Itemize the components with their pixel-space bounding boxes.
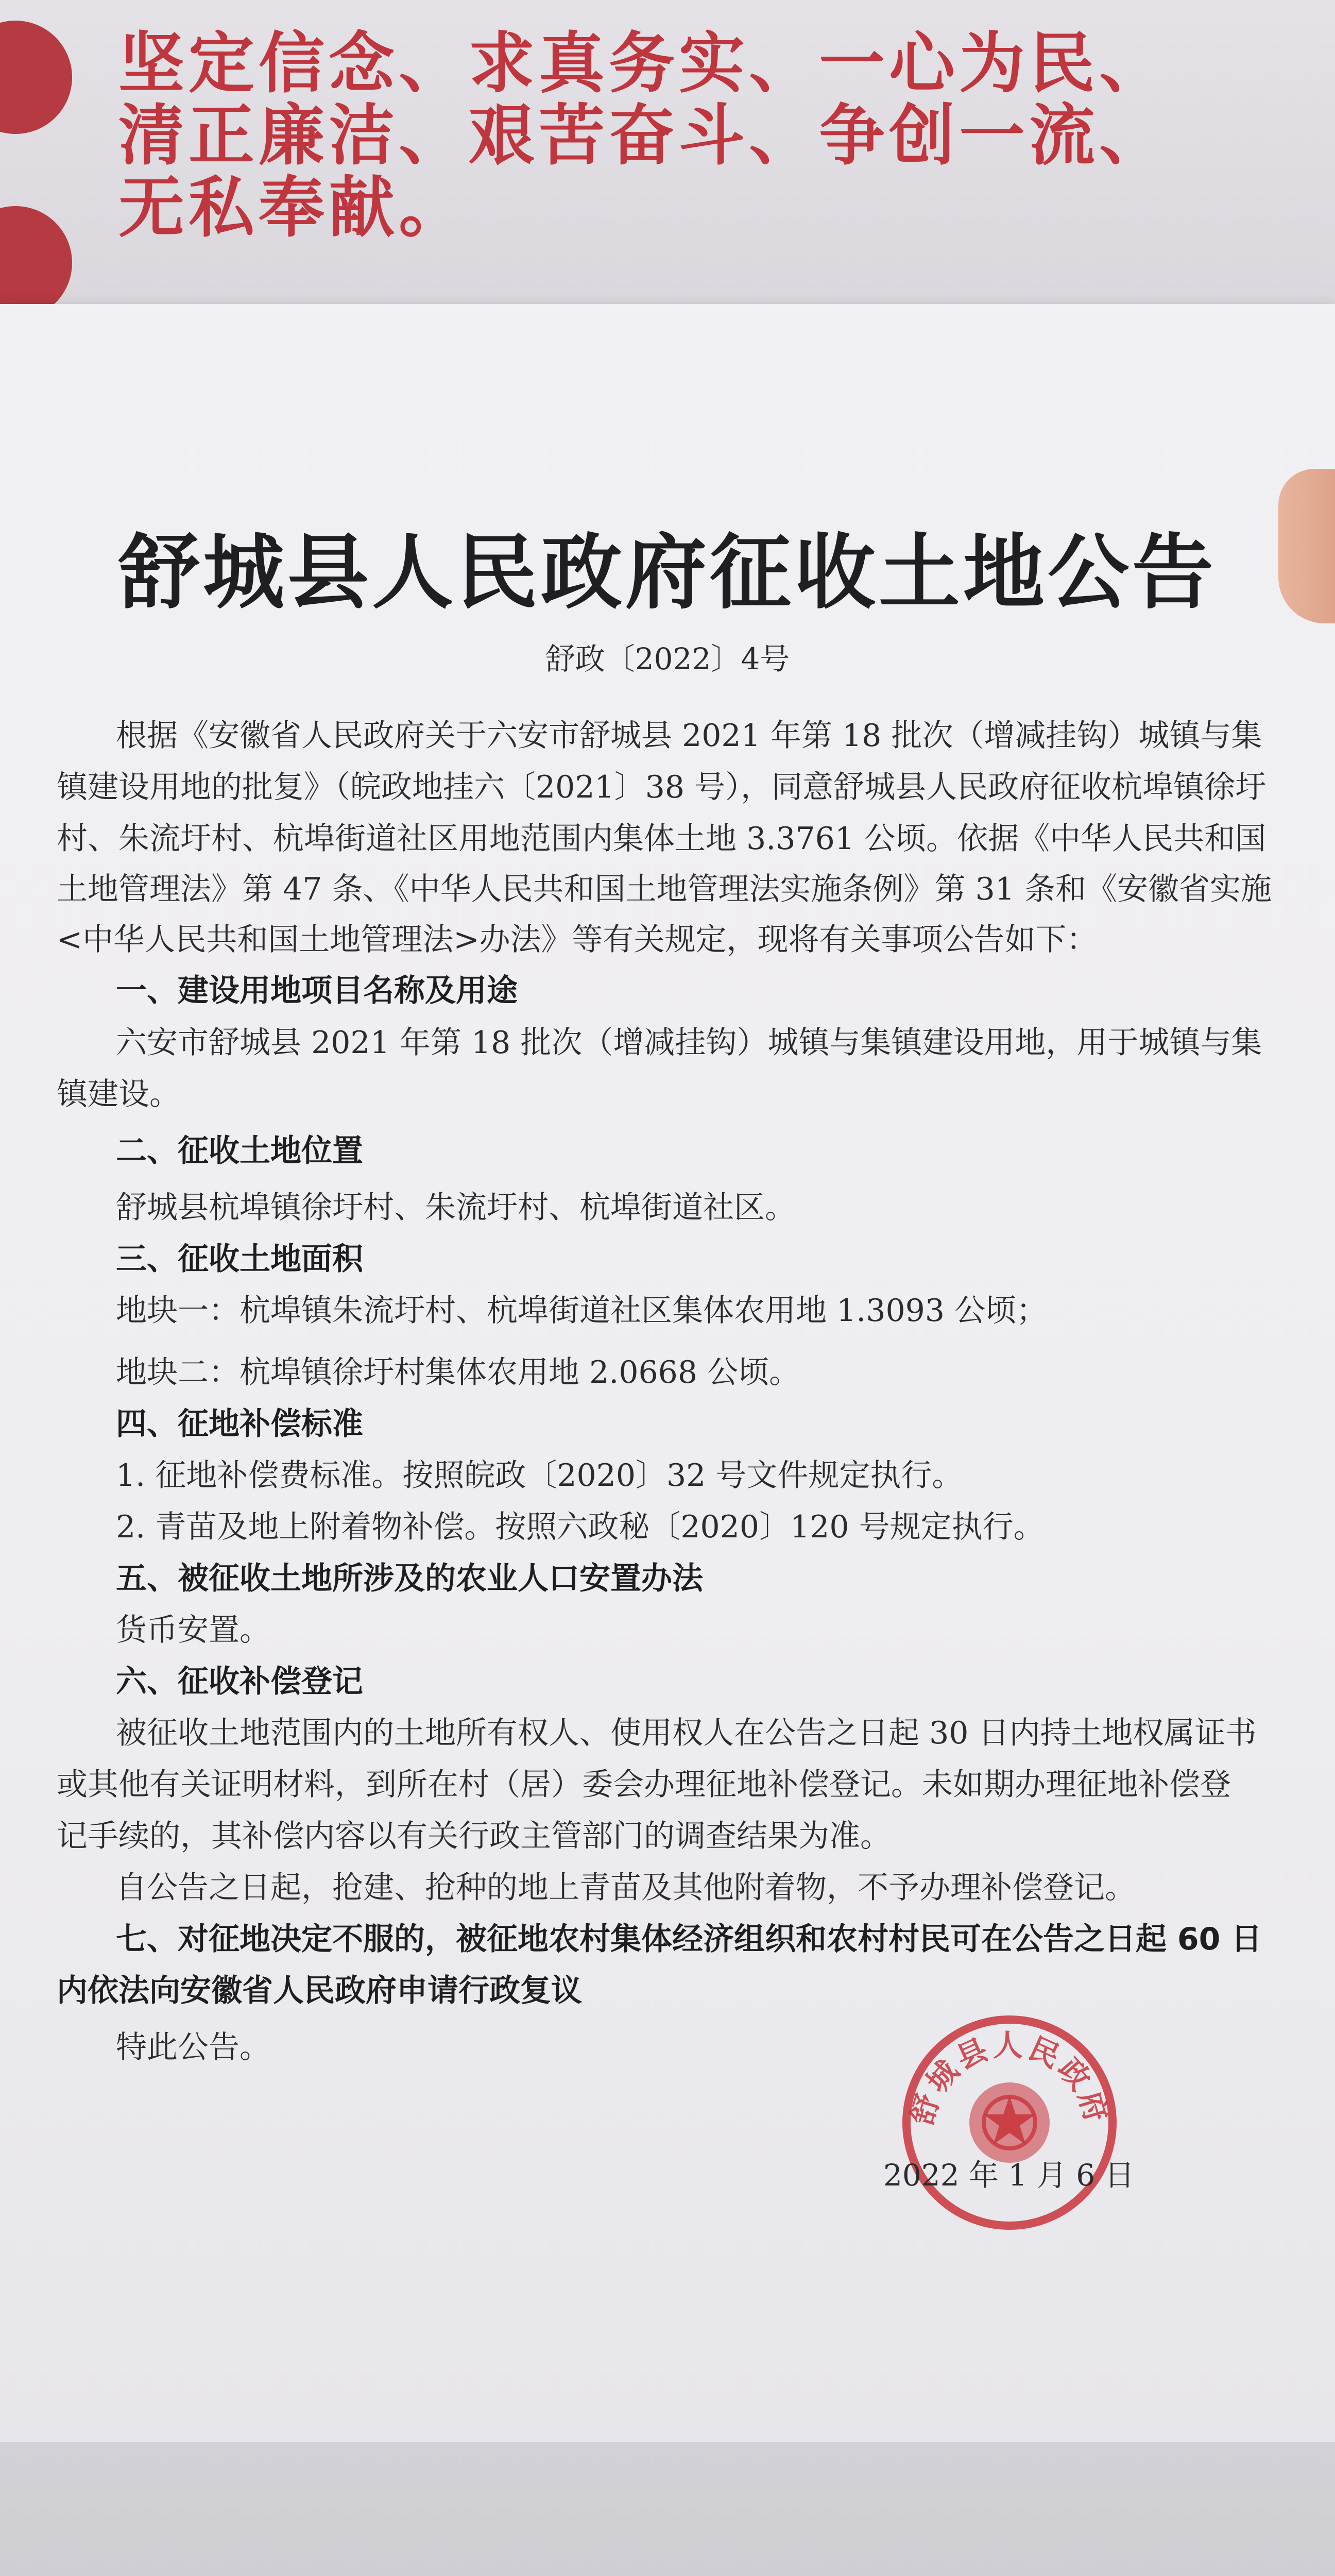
section-1-line: 六安市舒城县 2021 年第 18 批次（增减挂钩）城镇与集镇建设用地，用于城镇与集 <box>116 1025 1262 1061</box>
notice-sheet <box>0 304 1335 2447</box>
compensation-item-1: 1. 征地补偿费标准。按照皖政〔2020〕32 号文件规定执行。 <box>116 1458 963 1494</box>
section-6-paragraph-2: 自公告之日起，抢建、抢种的地上青苗及其他附着物，不予办理补偿登记。 <box>116 1870 1136 1906</box>
section-1-line: 镇建设。 <box>57 1076 180 1112</box>
section-6-line: 记手续的，其补偿内容以有关行政主管部门的调查结果为准。 <box>57 1818 891 1854</box>
section-7-line: 内依法向安徽省人民政府申请行政复议 <box>57 1973 582 2009</box>
plot-one-text: 地块一：杭埠镇朱流圩村、杭埠街道社区集体农用地 1.3093 公顷； <box>116 1293 1048 1329</box>
intro-line: 根据《安徽省人民政府关于六安市舒城县 2021 年第 18 批次（增减挂钩）城镇与集 <box>116 718 1262 754</box>
section-heading-5: 五、被征收土地所涉及的农业人口安置办法 <box>116 1561 703 1597</box>
section-heading-6: 六、征收补偿登记 <box>116 1664 363 1700</box>
compensation-item-2: 2. 青苗及地上附着物补偿。按照六政秘〔2020〕120 号规定执行。 <box>116 1509 1045 1545</box>
official-seal <box>896 2009 1123 2236</box>
banner-red-circle-icon <box>0 21 72 134</box>
intro-line: 村、朱流圩村、杭埠街道社区用地范围内集体土地 3.3761 公顷。依据《中华人民共和国 <box>57 821 1266 857</box>
banner-line: 无私奉献。 <box>118 170 469 246</box>
section-heading-1: 一、建设用地项目名称及用途 <box>116 973 518 1009</box>
seal-emblem-icon <box>896 2009 1123 2236</box>
intro-line: 土地管理法》第 47 条、《中华人民共和国土地管理法实施条例》第 31 条和《安徽省实施 <box>57 871 1272 907</box>
section-heading-2: 二、征收土地位置 <box>116 1133 363 1169</box>
intro-line: 镇建设用地的批复》（皖政地挂六〔2021〕38 号），同意舒城县人民政府征收杭埠镇徐圩 <box>57 769 1266 805</box>
section-heading-4: 四、征地补偿标准 <box>116 1406 363 1442</box>
notice-title: 舒城县人民政府征收土地公告 <box>118 525 1217 620</box>
banner-red-circle-icon <box>0 206 72 319</box>
section-6-line: 被征收土地范围内的土地所有权人、使用权人在公告之日起 30 日内持土地权属证书 <box>116 1715 1257 1751</box>
section-heading-3: 三、征收土地面积 <box>116 1241 363 1277</box>
top-banner-poster <box>0 0 1335 330</box>
notice-date: 2022 年 1 月 6 日 <box>883 2158 1135 2193</box>
banner-line: 坚定信念、求真务实、一心为民、 <box>118 25 1170 102</box>
bottom-history-poster <box>0 2442 1335 2576</box>
banner-line: 清正廉洁、艰苦奋斗、争创一流、 <box>118 97 1170 174</box>
poster-line <box>0 2568 926 2576</box>
plot-two-text: 地块二：杭埠镇徐圩村集体农用地 2.0668 公顷。 <box>116 1354 800 1391</box>
closing-text: 特此公告。 <box>116 2029 270 2065</box>
seal-text: 舒城县人民政府 <box>904 2028 1115 2129</box>
doc-number: 舒政〔2022〕4号 <box>545 641 790 676</box>
section-2-text: 舒城县杭埠镇徐圩村、朱流圩村、杭埠街道社区。 <box>116 1190 796 1226</box>
section-5-text: 货币安置。 <box>116 1612 270 1648</box>
section-6-line: 或其他有关证明材料，到所在村（居）委会办理征地补偿登记。未如期办理征地补偿登 <box>57 1767 1231 1803</box>
intro-line: <中华人民共和国土地管理法>办法》等有关规定，现将有关事项公告如下： <box>57 922 1098 958</box>
section-heading-7: 七、对征地决定不服的，被征地农村集体经济组织和农村村民可在公告之日起 60 日 <box>116 1921 1262 1957</box>
